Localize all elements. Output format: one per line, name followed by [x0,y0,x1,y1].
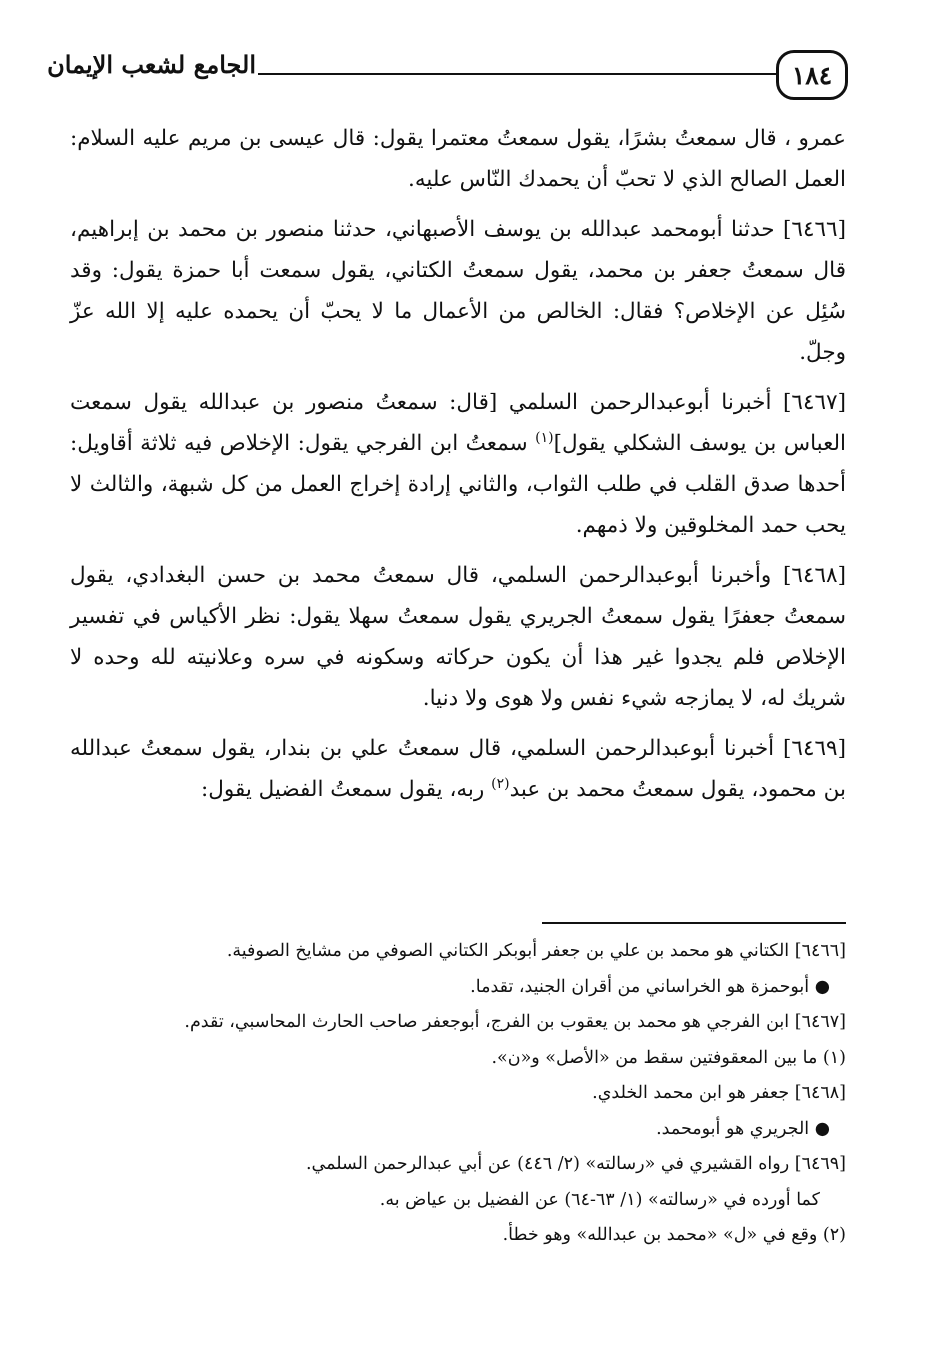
page-number: ١٨٤ [776,50,848,100]
paragraph-6466 [70,209,846,373]
paragraph-text: سمعتُ ابن الفرجي يقول: الإخلاص فيه ثلاثة أقاويل: أحدها صدق القلب في طلب الثواب، والثاني إرادة إخراج العمل من كل شبهة، والثالث لا يحب حمد المخلوقين ولا ذمهم. [70,431,846,538]
paragraph-text: [٦٤٦٦] حدثنا أبومحمد عبدالله بن يوسف الأصبهاني، حدثنا منصور بن محمد بن إبراهيم، قال سمعتُ جعفر بن محمد، يقول سمعتُ الكتاني، يقول سمعت أبا حمزة يقول: وقد سُئِل عن الإخلاص؟ فقال: الخالص من الأعمال ما لا يحبّ أن يحمده عليه إلا الله عزّ وجلّ. [70,217,846,365]
paragraph-6468 [70,555,846,719]
page-header [47,40,848,104]
paragraph-6467 [70,382,846,546]
paragraph-text: [٦٤٦٨] وأخبرنا أبوعبدالرحمن السلمي، قال سمعتُ محمد بن حسن البغدادي، يقول سمعتُ جعفرًا يقول سمعتُ الجريري يقول سمعتُ سهلا يقول: نظر الأكياس في تفسير الإخلاص فلم يجدوا غير هذا أن يكون حركاته وسكونه في سره وعلانيته لله وحده لا شريك له، لا يمازجه شيء نفس ولا هوى ولا دنيا. [70,563,846,711]
paragraph-text: [٦٤٦٧] أخبرنا أبوعبدالرحمن السلمي [قال: سمعتُ منصور بن عبدالله يقول سمعت العباس بن يوسف الشكلي يقول] [70,390,847,456]
header-rule [258,73,776,75]
footnote-marker: (١) [535,429,554,446]
footnote-line: [٦٤٦٩] رواه القشيري في «رسالته» (٢/ ٤٤٦) عن أبي عبدالرحمن السلمي. [305,1154,846,1174]
footnote-line: ● أبوحمزة هو الخراساني من أقران الجنيد، تقدما. [470,976,830,997]
footnote-line: [٦٤٦٦] الكتاني هو محمد بن علي بن جعفر أبوبكر الكتاني الصوفي من مشايخ الصوفية. [226,941,846,961]
footnote-line: (١) ما بين المعقوفتين سقط من «الأصل» و«ن». [491,1047,846,1068]
running-title: الجامع لشعب الإيمان [47,50,256,79]
footnote-line: (٢) وقع في «ل» «محمد بن عبدالله» وهو خطأ. [502,1225,846,1245]
paragraph-text: [٦٤٦٩] أخبرنا أبوعبدالرحمن السلمي، قال سمعتُ علي بن بندار، يقول سمعتُ عبدالله بن محمود، يقول سمعتُ محمد بن عبد [70,736,846,802]
main-text [70,118,846,819]
paragraph-text: عمرو ، قال سمعتُ بشرًا، يقول سمعتُ معتمرا يقول: قال عيسى بن مريم عليه السلام: العمل الصالح الذي لا تحبّ أن يحمدك النّاس عليه. [70,126,846,192]
footnote-line: ● الجريري هو أبومحمد. [656,1118,830,1139]
paragraph-1 [70,118,846,200]
footnote-line: [٦٤٦٨] جعفر هو ابن محمد الخلدي. [592,1083,846,1103]
footnote-marker: (٢) [491,775,510,792]
footnote-line: كما أورده في «رسالته» (١/ ٦٣-٦٤) عن الفضيل بن عياض به. [379,1189,820,1210]
paragraph-text: ربه، يقول سمعتُ الفضيل يقول: [200,777,492,802]
footnotes [60,934,846,1254]
footnote-rule [542,922,846,924]
footnote-line: [٦٤٦٧] ابن الفرجي هو محمد بن يعقوب بن الفرج، أبوجعفر صاحب الحارث المحاسبي، تقدم. [184,1012,846,1032]
paragraph-6469 [70,728,846,810]
